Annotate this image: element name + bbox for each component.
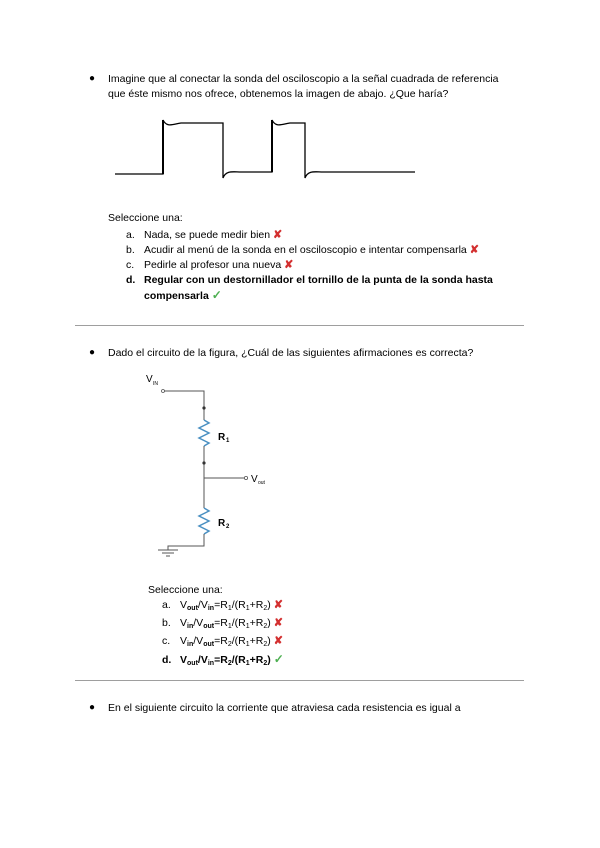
option-text: Nada, se puede medir bien bbox=[144, 229, 271, 241]
wrong-mark-icon: ✘ bbox=[273, 635, 283, 647]
vout-subscript: out bbox=[258, 480, 265, 486]
option-1a[interactable] bbox=[126, 228, 493, 243]
vin-label: V bbox=[146, 374, 153, 385]
option-2a[interactable] bbox=[162, 598, 284, 616]
option-text-line-1: Regular con un destornillador el tornillo de la punta de la sonda hasta bbox=[144, 274, 493, 286]
voltage-divider-circuit bbox=[140, 368, 300, 558]
question-2-select-label: Seleccione una: bbox=[148, 584, 223, 596]
resistor-r2 bbox=[199, 508, 209, 534]
option-text: Pedirle al profesor una nueva bbox=[144, 259, 282, 271]
option-2c[interactable] bbox=[162, 634, 284, 652]
formula: $V_{in}/V_{out}=R_1/(R_1+R_2)$ bbox=[180, 617, 271, 630]
option-letter: b. bbox=[162, 617, 171, 629]
formula: $V_{out}/V_{in}=R_1/(R_1+R_2)$ bbox=[180, 599, 271, 612]
question-3-text: En el siguiente circuito la corriente que atraviesa cada resistencia es igual a bbox=[108, 702, 461, 714]
wire-top bbox=[164, 391, 204, 420]
option-text-line-2: compensarla bbox=[144, 290, 209, 302]
question-1-text bbox=[108, 72, 499, 102]
formula: $V_{in}/V_{out}=R_2/(R_1+R_2)$ bbox=[180, 635, 271, 648]
option-2b[interactable] bbox=[162, 616, 284, 634]
correct-mark-icon: ✓ bbox=[211, 288, 222, 302]
r1-subscript: 1 bbox=[226, 438, 230, 444]
option-1b[interactable] bbox=[126, 243, 493, 258]
question-2-text: Dado el circuito de la figura, ¿Cuál de las siguientes afirmaciones es correcta? bbox=[108, 347, 474, 359]
bullet-q1: ● bbox=[89, 73, 96, 84]
wrong-mark-icon: ✘ bbox=[469, 244, 479, 256]
wrong-mark-icon: ✘ bbox=[273, 229, 283, 241]
separator-2 bbox=[75, 680, 524, 681]
vin-subscript: IN bbox=[153, 381, 158, 387]
option-text: Acudir al menú de la sonda en el osciloscopio e intentar compensarla bbox=[144, 244, 467, 256]
wrong-mark-icon: ✘ bbox=[273, 599, 283, 611]
r2-label: R bbox=[218, 518, 226, 529]
question-1-line-1: Imagine que al conectar la sonda del osciloscopio a la señal cuadrada de referencia bbox=[108, 73, 499, 85]
question-1-line-2: que éste mismo nos ofrece, obtenemos la imagen de abajo. ¿Que haría? bbox=[108, 88, 449, 100]
junction-top bbox=[202, 406, 205, 409]
option-letter: a. bbox=[162, 599, 171, 611]
vout-label: V bbox=[251, 474, 258, 485]
option-1d[interactable] bbox=[126, 273, 493, 288]
option-letter: d. bbox=[126, 274, 136, 286]
vout-terminal bbox=[244, 476, 247, 479]
square-wave-trace bbox=[115, 120, 415, 178]
option-2d[interactable] bbox=[162, 652, 284, 671]
wrong-mark-icon: ✘ bbox=[273, 617, 283, 629]
overcompensated-square-wave-image bbox=[115, 112, 415, 184]
option-letter: c. bbox=[162, 635, 171, 647]
option-letter: c. bbox=[126, 259, 135, 271]
correct-mark-icon: ✓ bbox=[273, 652, 284, 666]
formula: $V_{out}/V_{in}=R_2/(R_1+R_2)$ bbox=[180, 654, 271, 667]
junction-middle bbox=[202, 461, 205, 464]
question-2-options bbox=[162, 598, 284, 671]
option-1c[interactable] bbox=[126, 258, 493, 273]
question-1-select-label: Seleccione una: bbox=[108, 212, 183, 224]
resistor-r1 bbox=[199, 420, 209, 446]
option-letter: b. bbox=[126, 244, 135, 256]
r1-label: R bbox=[218, 432, 226, 443]
option-letter: d. bbox=[162, 654, 172, 666]
question-1-options bbox=[126, 228, 493, 304]
wrong-mark-icon: ✘ bbox=[284, 259, 294, 271]
option-1d-continued bbox=[126, 288, 493, 304]
wire-bottom bbox=[168, 534, 204, 550]
ground-icon bbox=[158, 550, 178, 556]
r2-subscript: 2 bbox=[226, 524, 230, 530]
bullet-q2: ● bbox=[89, 347, 96, 358]
separator-1 bbox=[75, 325, 524, 326]
option-letter: a. bbox=[126, 229, 135, 241]
bullet-q3: ● bbox=[89, 702, 96, 713]
